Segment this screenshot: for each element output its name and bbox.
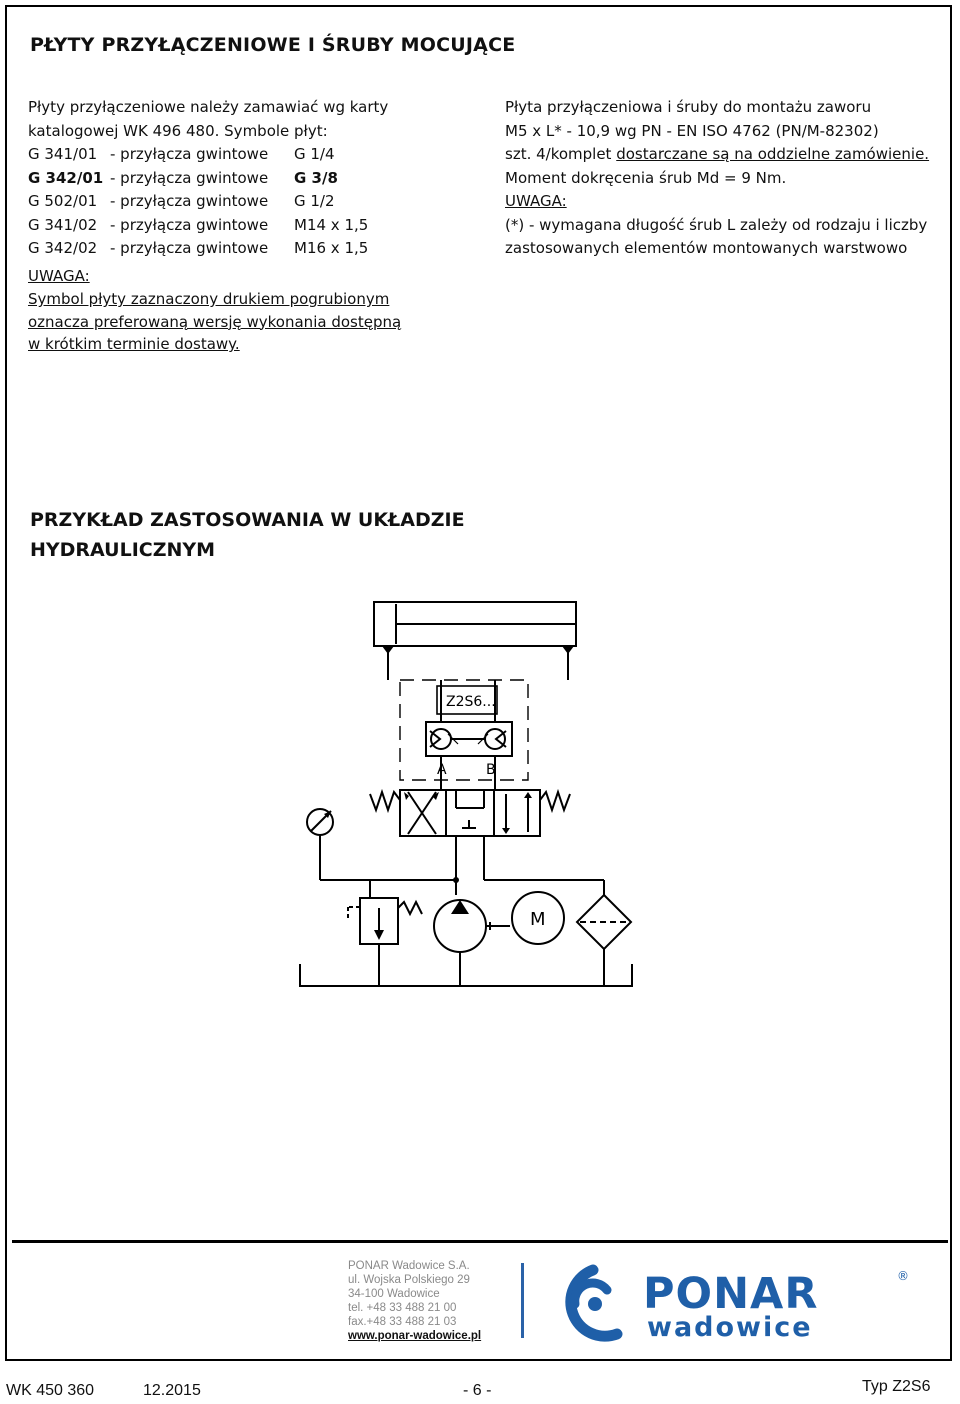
port-b-label: B: [486, 762, 496, 778]
plate-desc: - przyłącza gwintowe: [110, 168, 269, 187]
page-title: PŁYTY PRZYŁĄCZENIOWE I ŚRUBY MOCUJĄCE: [30, 34, 516, 56]
plate-code: G 341/02: [28, 215, 98, 234]
plate-thread: G 1/4: [294, 145, 335, 163]
plate-desc: - przyłącza gwintowe: [110, 192, 269, 210]
plate-code: G 342/02: [28, 239, 98, 257]
plate-code: G 502/01: [28, 192, 98, 210]
company-street: ul. Wojska Polskiego 29: [348, 1274, 470, 1286]
document-date: 12.2015: [143, 1382, 201, 1399]
bolts-line-2: M5 x L* - 10,9 wg PN - EN ISO 4762 (PN/M-82302): [505, 121, 879, 140]
intro-line-2: katalogowej WK 496 480. Symbole płyt:: [28, 121, 328, 140]
electric-motor: [512, 892, 564, 944]
plate-thread: M16 x 1,5: [294, 239, 369, 257]
relief-valve: [348, 880, 422, 986]
ponar-logo: [555, 1264, 915, 1344]
company-address: [348, 1259, 481, 1343]
port-a-label: A: [437, 762, 447, 778]
company-name: PONAR Wadowice S.A.: [348, 1260, 470, 1272]
hydraulic-pump: [434, 900, 510, 986]
example-heading-line-2: HYDRAULICZNYM: [30, 539, 216, 561]
page-number: - 6 -: [463, 1382, 492, 1399]
torque-line: Moment dokręcenia śrub Md = 9 Nm.: [505, 168, 787, 187]
plate-thread: G 1/2: [294, 192, 335, 210]
plate-code: G 342/01: [28, 168, 104, 187]
example-heading-line-1: PRZYKŁAD ZASTOSOWANIA W UKŁADZIE: [30, 509, 465, 531]
document-number: WK 450 360: [6, 1382, 95, 1399]
left-uwaga-heading: UWAGA:: [28, 266, 90, 285]
plate-desc: - przyłącza gwintowe: [110, 215, 269, 234]
note-line-2: oznacza preferowaną wersję wykonania dostępną: [28, 312, 402, 331]
registered-mark: ®: [897, 1269, 909, 1283]
bolts-order-note: dostarczane są na oddzielne zamówienie.: [616, 145, 930, 163]
company-tel: tel. +48 33 488 21 00: [348, 1302, 457, 1314]
valve-label: Z2S6...: [446, 694, 496, 710]
directional-valve: [370, 790, 570, 836]
cylinder: [374, 602, 576, 680]
pressure-gauge: [307, 809, 333, 880]
valve-type: Typ Z2S6: [862, 1378, 931, 1395]
bolts-qty: szt. 4/komplet: [505, 145, 612, 163]
filter: [577, 895, 631, 986]
logo-word-ponar: PONAR: [643, 1269, 819, 1319]
footer-divider: [12, 1240, 948, 1243]
intro-line-1: Płyty przyłączeniowe należy zamawiać wg karty: [28, 98, 389, 116]
plate-desc: - przyłącza gwintowe: [110, 145, 269, 163]
footer-accent-bar: [521, 1263, 524, 1338]
company-city: 34-100 Wadowice: [348, 1288, 440, 1300]
bolt-length-note-1: (*) - wymagana długość śrub L zależy od rodzaju i liczby: [505, 215, 928, 234]
company-fax: fax.+48 33 488 21 03: [348, 1316, 457, 1328]
company-website-link[interactable]: www.ponar-wadowice.pl: [348, 1330, 482, 1342]
plate-desc: - przyłącza gwintowe: [110, 239, 269, 257]
plate-code: G 341/01: [28, 145, 98, 163]
tank: [300, 964, 632, 986]
plate-thread: M14 x 1,5: [294, 215, 369, 234]
right-uwaga-heading: UWAGA:: [505, 192, 567, 210]
bolt-length-note-2: zastosowanych elementów montowanych warstwowo: [505, 239, 908, 257]
plate-thread: G 3/8: [294, 168, 338, 187]
ponar-emblem-icon: [571, 1270, 617, 1336]
note-line-1: Symbol płyty zaznaczony drukiem pogrubionym: [28, 290, 390, 308]
bolts-line-1: Płyta przyłączeniowa i śruby do montażu zaworu: [505, 98, 872, 116]
motor-label: M: [530, 909, 546, 930]
logo-word-wadowice: wadowice: [647, 1312, 813, 1343]
note-line-3: w krótkim terminie dostawy.: [28, 335, 240, 353]
